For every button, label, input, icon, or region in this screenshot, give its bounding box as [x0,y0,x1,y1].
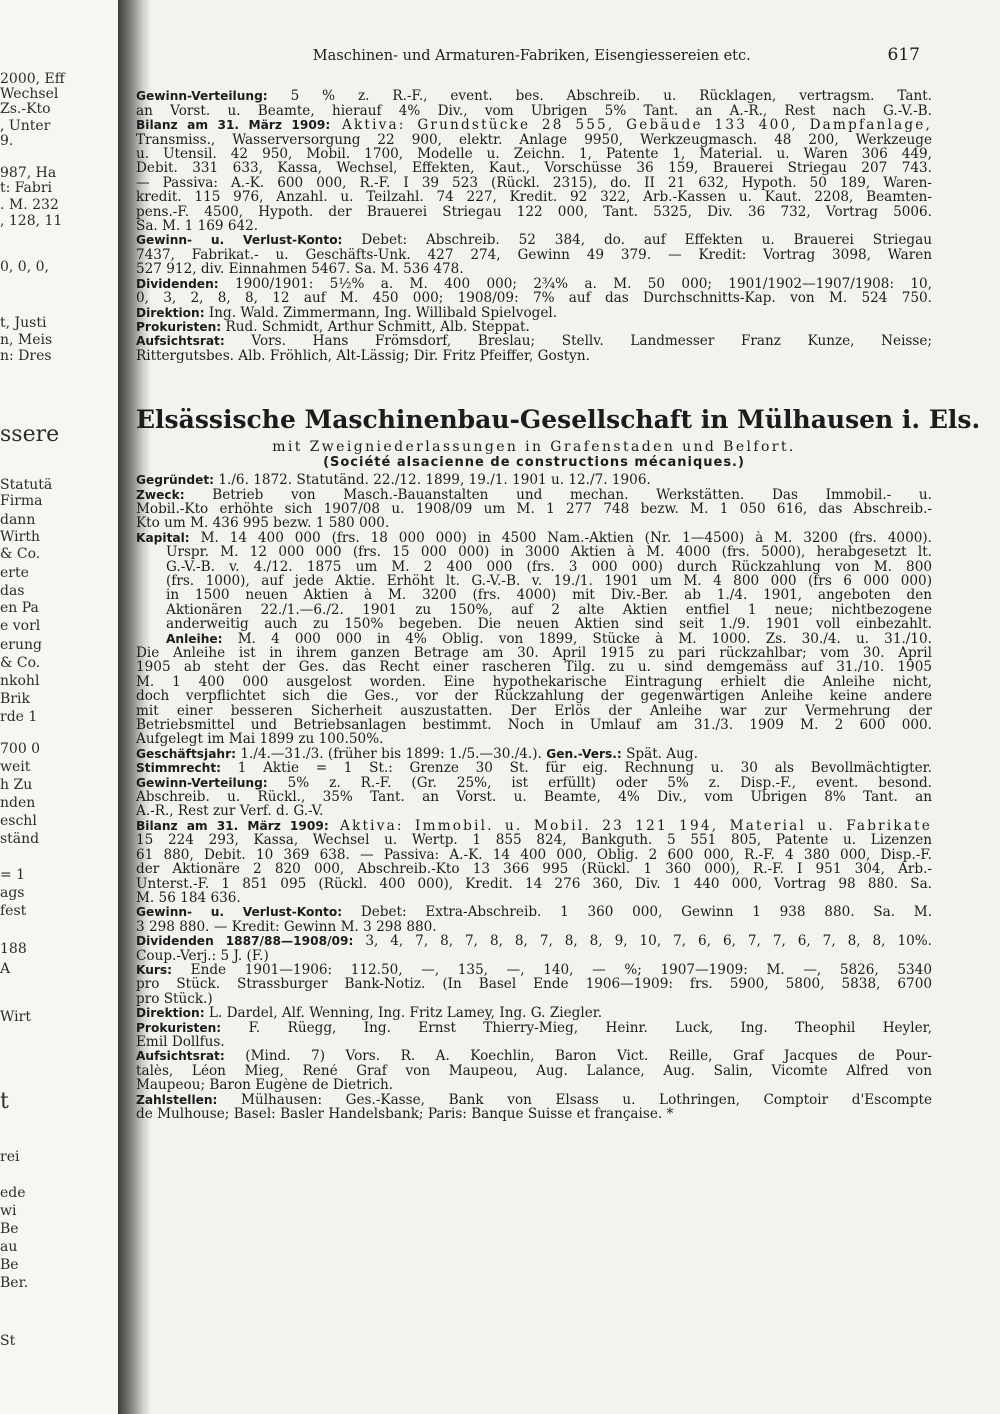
field-text: 7437, Fabrikat.- u. Geschäfts-Unk. 427 274, Gewinn 49 379. — Kredit: Vortrag 3098, Waren [136,247,932,263]
text-line [136,560,932,574]
company-subtitle: mit Zweigniederlassungen in Grafenstaden und Belfort. [272,439,796,456]
field-text: — Passiva: A.-K. 600 000, R.-F. I 39 523 (Rückl. 2315), do. II 21 632, Hypoth. 50 189, Waren- [136,175,932,191]
text-line [136,934,932,948]
field-text: 3 298 880. — Kredit: Gewinn M. 3 298 880. [136,919,437,935]
field-label: Zahlstellen: [136,1092,218,1107]
left-page-fragment [0,0,118,1414]
company-entry [136,473,932,1121]
field-label: Prokuristen: [136,319,222,334]
field-text: 1 Aktie = 1 St.: Grenze 30 St. für eig. Rechnung u. 30 als Bevollmächtigter. [221,761,932,776]
field-text: Transmiss., Wasserversorgung 22 900, elektr. Anlage 9950, Werkzeugmasch. 48 200, Werkzeuge [136,132,932,148]
field-text: Mülhausen: Ges.-Kasse, Bank von Elsass u. Lothringen, Comptoir d'Escompte [217,1092,932,1107]
field-text: 527 912, div. Einnahmen 5467. Sa. M. 536 478. [136,262,464,277]
text-line [136,660,932,674]
text-line [136,862,932,876]
field-text: Betriebsmittel und Betriebsanlagen bestimmt. Noch in Umlauf am 31./3. 1909 M. 2 600 000. [136,718,932,733]
field-label: Geschäftsjahr: [136,746,236,761]
text-line [136,949,932,963]
field-text: Aufgelegt im Mai 1899 zu 100.50%. [136,732,384,747]
field-text: Betrieb von Masch.-Bauanstalten und mechan. Werkstätten. Das Immobil.- u. [184,487,932,502]
text-line [136,877,932,891]
text-line [136,747,932,761]
field-text: Rittergutsbes. Alb. Fröhlich, Alt-Lässig; Dir. Fritz Pfeiffer, Gostyn. [136,348,590,364]
fragment-text: . M. 232 [0,197,59,213]
fragment-text: t, Justi [0,315,47,331]
fragment-text: 0, 0, 0, [0,259,49,275]
running-head [136,45,932,65]
text-line [136,233,932,247]
text-line [136,718,932,732]
text-line [136,147,932,161]
field-text: de Mulhouse; Basel: Basler Handelsbank; Paris: Banque Suisse et française. * [136,1107,674,1122]
fragment-text: Be [0,1257,19,1273]
fragment-text: 700 0 [0,741,41,757]
fragment-text: au [0,1239,18,1255]
field-text: 0, 3, 2, 8, 8, 12 auf M. 450 000; 1908/09: 7% auf das Durchschnitts-Kap. von M. 524 750. [136,291,932,306]
fragment-text: nkohl [0,673,40,689]
fragment-text: ssere [0,422,60,447]
field-text: talès, Léon Mieg, René Graf von Maupeou, Aug. Lalance, Aug. Salin, Vicomte Alfred von [136,1063,932,1079]
field-text: M. 56 184 636. [136,890,241,906]
field-text: Ing. Wald. Zimmermann, Ing. Willibald Spielvogel. [204,305,558,320]
fragment-text: en Pa [0,600,39,616]
field-text: anderweitig auch zu 150% begeben. Die neuen Aktien sind seit 1./9. 1901 voll einbezahlt. [166,617,932,632]
text-line [136,320,932,334]
fragment-text: A [0,961,11,977]
field-text: an Vorst. u. Beamte, hierauf 4% Div., vom Übrigen 5% Tant. an A.-R., Rest nach G.-V.-B. [136,103,932,119]
field-text: Kto um M. 436 995 bezw. 1 580 000. [136,516,390,531]
fragment-text: ede [0,1185,26,1201]
field-label: Aufsichtsrat: [136,334,225,349]
fragment-text: , Unter [0,118,51,134]
field-label: Kapital: [136,530,190,545]
field-text: Maupeou; Baron Eugène de Dietrich. [136,1078,394,1093]
text-line [136,349,932,363]
field-text: Emil Dollfus. [136,1034,225,1050]
text-line [136,1093,932,1107]
field-label: Prokuristen: [136,1020,222,1035]
field-label: Dividenden: [136,276,219,291]
text-line [136,205,932,219]
field-text: M. 14 400 000 (frs. 18 000 000) in 4500 Nam.-Aktien (Nr. 1—4500) à M. 3200 (frs. 4000). [189,530,932,546]
text-line [136,1006,932,1020]
text-line [136,588,932,602]
text-line [136,133,932,147]
fragment-text: = 1 [0,867,26,883]
text-line [136,1049,932,1063]
field-text: A.-R., Rest zur Verf. d. G.-V. [136,804,324,819]
text-line [136,1021,932,1035]
fragment-text: 9. [0,133,14,149]
field-text: (Mind. 7) Vors. R. A. Koechlin, Baron Vict. Reille, Graf Jacques de Pour- [224,1049,932,1064]
field-label: Bilanz am 31. März 1909: [136,118,331,133]
field-text: L. Dardel, Alf. Wenning, Ing. Fritz Lamey, Ing. G. Ziegler. [204,1006,603,1021]
text-line [136,306,932,320]
field-text: Die Anleihe ist in ihrem ganzen Betrage am 30. April 1915 zu pari rückzahlbar; vom 30. April [136,646,932,661]
field-text: M. 1 400 000 ausgelost worden. Eine hypothekarische Eintragung erhielt die Anleihe nicht, [136,674,932,690]
fragment-text: eschl [0,813,37,829]
field-text: Vors. Hans Frömsdorf, Breslau; Stellv. Landmesser Franz Kunze, Neisse; [224,334,932,349]
field-text: 61 880, Debit. 10 369 638. — Passiva: A.-K. 14 400 000, Oblig. 2 600 000, R.-F. 4 380 000, Disp.-F. [136,847,932,863]
text-line [136,1107,932,1121]
text-line [136,833,932,847]
text-line [136,531,932,545]
fragment-text: Statutä [0,477,53,493]
field-text: Spät. Aug. [621,746,698,762]
text-line [136,761,932,775]
text-line [136,118,932,132]
fragment-text: ständ [0,831,40,847]
text-line [136,545,932,559]
field-text: der Aktionäre 2 820 000, Abschreib.-Kto 13 366 995 (Rückl. 1 360 000), R.-F. I 951 304, Arb.- [136,862,932,877]
fragment-text: Zs.-Kto [0,101,51,117]
field-text: pens.-F. 4500, Hypoth. der Brauerei Striegau 122 000, Tant. 5325, Div. 36 732, Vortrag 5006. [136,204,932,220]
fragment-text: erung [0,637,42,653]
field-label: Zweck: [136,487,185,502]
field-text: Debit. 331 633, Kassa, Wechsel, Effekten, Kaut., Vorschüsse 36 159, Brauerei Striegau 207 743. [136,161,932,176]
company-french-name: (Société alsacienne de constructions mécaniques.) [323,455,745,471]
field-text: u. Utensil. 42 950, Mobil. 1700, Modelle u. Zeichn. 1, Patente 1, Material. u. Waren 306 449, [136,147,932,162]
fragment-text: ags [0,885,25,901]
text-line [136,176,932,190]
text-line [136,992,932,1006]
field-text: mit einer besseren Sicherheit auszustatten. Der Erlös der Anleihe war zur Vermehrung der [136,703,932,719]
fragment-text: nden [0,795,36,811]
text-line [136,1064,932,1078]
text-line [136,920,932,934]
field-text: 15 224 293, Kassa, Wechsel u. Wertp. 1 855 824, Bankguth. 5 551 805, Patente u. Lizenzen [136,833,932,848]
fragment-text: dann [0,512,36,528]
field-label: Gewinn- u. Verlust-Konto: [136,905,343,920]
field-label: Gegründet: [136,473,215,488]
text-line [136,219,932,233]
fragment-text: rde 1 [0,709,38,725]
text-line [136,905,932,919]
field-label: Gewinn-Verteilung: [136,89,268,104]
text-line [136,891,932,905]
field-text: 1./4.—31./3. (früher bis 1899: 1./5.—30./4.). [236,746,547,762]
field-text: G.-V.-B. v. 4./12. 1875 um M. 2 400 000 (frs. 3 000 000) durch Rückzahlung von M. 800 [166,559,932,574]
field-text: 1./6. 1872. Statutänd. 22./12. 1899, 19./1. 1901 u. 12./7. 1906. [214,473,651,488]
running-title: Maschinen- und Armaturen-Fabriken, Eisengiessereien etc. [312,48,751,64]
field-text: Rud. Schmidt, Arthur Schmitt, Alb. Steppat. [221,319,530,335]
book-page [136,45,981,1122]
fragment-text: h Zu [0,777,33,793]
field-label: Kurs: [136,962,173,977]
field-text: Aktionären 22./1.—6./2. 1901 zu 150%, auf 2 alte Aktien entfiel 1 neue; nichtbezogene [166,602,932,618]
field-label: Gewinn- u. Verlust-Konto: [136,233,343,248]
fragment-text: Firma [0,493,43,509]
field-label: Aufsichtsrat: [136,1049,225,1064]
fragment-text: Brik [0,691,30,707]
field-text: Mobil.-Kto erhöhte sich 1907/08 u. 1908/09 um M. 1 277 748 bezw. M. 1 050 616, das Abschreib.- [136,501,932,517]
field-text: 5 % z. R.-F., event. bes. Abschreib. u. Rücklagen, vertragsm. Tant. [267,89,932,104]
text-line [136,262,932,276]
field-text: Aktiva: Immobil. u. Mobil. 23 121 194, Material u. Fabrikate [328,818,932,834]
fragment-text: n, Meis [0,332,53,348]
text-line [136,776,932,790]
fragment-text: Wirt [0,1009,31,1025]
field-text: Debet: Extra-Abschreib. 1 360 000, Gewinn 1 938 880. Sa. M. [342,905,932,920]
text-line [136,502,932,516]
text-line [136,334,932,348]
previous-entry [136,89,932,363]
field-text: M. 4 000 000 in 4% Oblig. von 1899, Stücke à M. 1000. Zs. 30./4. u. 31./10. [222,631,932,646]
page-number: 617 [887,45,920,65]
fragment-text: fest [0,903,27,919]
fragment-text: n: Dres [0,348,52,364]
text-line [136,277,932,291]
fragment-text: St [0,1333,16,1349]
field-text: doch verpflichtet sich die Ges., vor der Rückzahlung der gegenwärtigen Anleihe keine andere [136,689,932,704]
field-text: 3, 4, 7, 8, 7, 8, 8, 7, 8, 8, 9, 10, 7, 6, 6, 7, 7, 6, 7, 8, 8, 10%. [353,934,932,949]
text-line [136,574,932,588]
text-line [136,675,932,689]
field-label: Bilanz am 31. März 1909: [136,818,329,833]
fragment-text: Be [0,1221,19,1237]
text-line [136,632,932,646]
field-text: F. Rüegg, Ing. Ernst Thierry-Mieg, Heinr. Luck, Ing. Theophil Heyler, [221,1020,932,1035]
text-line [136,804,932,818]
field-text: Sa. M. 1 169 642. [136,219,259,234]
field-text: in 1500 neuen Aktien à M. 3200 (frs. 4000) mit Div.-Ber. ab 1./4. 1901, angeboten den [166,588,932,603]
field-label: Gen.-Vers.: [546,746,622,761]
text-line [136,104,932,118]
text-line [136,161,932,175]
text-line [136,617,932,631]
text-line [136,488,932,502]
field-text: Ende 1901—1906: 112.50, —, 135, —, 140, — %; 1907—1909: M. —, 5826, 5340 [172,962,932,978]
field-label: Anleihe: [166,631,223,646]
text-line [136,689,932,703]
field-label: Stimmrecht: [136,761,222,776]
field-text: 1905 ab steht der Ges. das Recht einer rascheren Tilg. zu u. sind demgemäss auf 31./10. 1905 [136,660,932,675]
text-line [136,963,932,977]
text-line [136,704,932,718]
field-text: (frs. 1000), auf jede Aktie. Erhöht lt. G.-V.-B. v. 19./1. 1901 um M. 4 800 000 (frs 6 000 000) [166,573,932,589]
fragment-text: & Co. [0,546,41,562]
field-text: pro Stück.) [136,991,213,1007]
text-line [136,1078,932,1092]
field-text: Abschreib. u. Rückl., 35% Tant. an Vorst. u. Beamte, 4% Div., vom Übrigen 8% Tant. an [136,790,932,805]
fragment-text: erte [0,565,29,581]
fragment-text: das [0,583,25,599]
fragment-text: , 128, 11 [0,213,63,229]
text-line [136,977,932,991]
field-label: Gewinn-Verteilung: [136,775,268,790]
text-line [136,646,932,660]
field-text: Unterst.-F. 1 851 095 (Rückl. 400 000), Kredit. 14 276 360, Div. 1 440 000, Vortrag 98 880. Sa. [136,876,932,891]
field-label: Direktion: [136,1006,205,1021]
fragment-text: Wirth [0,529,40,545]
text-line [136,603,932,617]
fragment-text: Ber. [0,1275,29,1291]
fragment-text: 188 [0,941,27,957]
fragment-text: t: Fabri [0,180,53,196]
text-line [136,190,932,204]
fragment-text: 2000, Eff [0,71,65,87]
text-line [136,473,932,487]
fragment-text: t [0,1089,9,1114]
text-line [136,848,932,862]
field-label: Direktion: [136,305,205,320]
fragment-text: 987, Ha [0,165,57,181]
field-text: pro Stück. Strassburger Bank-Notiz. (In Basel Ende 1906—1909: frs. 5900, 5800, 5838, 6700 [136,977,932,992]
text-line [136,291,932,305]
field-label: Dividenden 1887/88—1908/09: [136,934,354,949]
fragment-text: rei [0,1149,20,1165]
field-text: Coup.-Verj.: 5 J. (F.) [136,948,269,963]
field-text: 5% z. R.-F. (Gr. 25%, ist erfüllt) oder 5% z. Disp.-F., event. besond. [267,775,932,791]
company-title: Elsässische Maschinenbau-Gesellschaft in Mülhausen i. Els. [136,405,981,435]
field-text: Aktiva: Grundstücke 28 555, Gebäude 133 400, Dampfanlage, [330,118,932,133]
field-text: kredit. 115 976, Anzahl. u. Teilzahl. 74 227, Kredit. 92 322, Arb.-Kassen u. Kaut. 2208, Beamten- [136,190,932,205]
fragment-text: weit [0,759,31,775]
field-text: Debet: Abschreib. 52 384, do. auf Effekten u. Brauerei Striegau [342,233,932,248]
field-text: Urspr. M. 12 000 000 (frs. 15 000 000) in 3000 Aktien à M. 4000 (frs. 5000), herabgesetzt lt. [166,545,932,560]
fragment-text: Wechsel [0,86,59,102]
fragment-text: e vorl [0,618,41,634]
fragment-text: wi [0,1203,17,1219]
text-line [136,516,932,530]
text-line [136,89,932,103]
text-line [136,248,932,262]
text-line [136,732,932,746]
text-line [136,1035,932,1049]
text-line [136,819,932,833]
text-line [136,790,932,804]
fragment-text: & Co. [0,655,41,671]
field-text: 1900/1901: 5½% a. M. 400 000; 2¾% a. M. 50 000; 1901/1902—1907/1908: 10, [218,276,932,292]
